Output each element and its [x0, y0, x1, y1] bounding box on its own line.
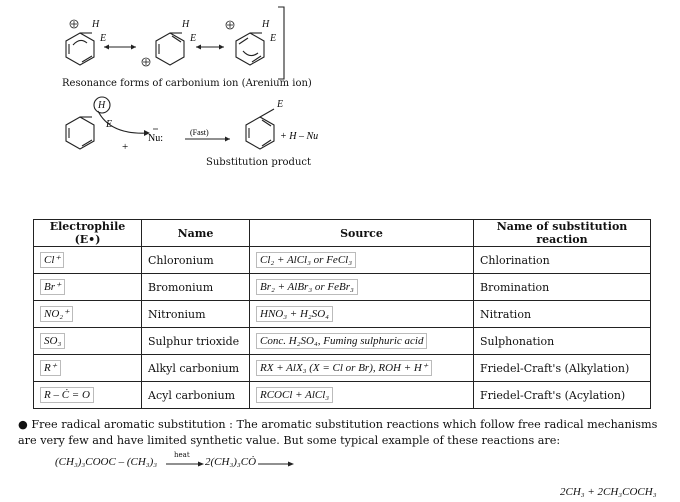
- heat-arrow: [166, 460, 206, 468]
- header-reaction: Name of substitution reaction: [474, 220, 651, 247]
- h-label-2: H: [182, 19, 190, 30]
- equation-bottom: 2CH₃ + 2CH₃COCH₃: [560, 486, 657, 498]
- e-label-5: E: [277, 99, 284, 110]
- e-label-2: E: [190, 33, 197, 44]
- equation-arrow: [258, 460, 298, 468]
- product-label: + H – Nu: [280, 131, 319, 142]
- fast-label: (Fast): [190, 128, 209, 137]
- heat-label: heat: [174, 451, 190, 459]
- reaction-cell: Nitration: [474, 301, 651, 328]
- table-row: [34, 274, 651, 301]
- resonance-structures-figure: [40, 5, 300, 85]
- header-source: Source: [250, 220, 474, 247]
- name-cell: Alkyl carbonium: [142, 355, 250, 382]
- electrophile-table: [33, 219, 651, 409]
- equation-left: (CH₃)₃COOC – (CH₃)₃: [55, 456, 158, 468]
- equation-right: 2(CH₃)₃CȮ: [205, 456, 257, 468]
- name-cell: Nitronium: [142, 301, 250, 328]
- nu-label: Nu:: [148, 133, 163, 144]
- resonance-caption: Resonance forms of carbonium ion (Arenium ion): [62, 78, 312, 89]
- table-row: [34, 247, 651, 274]
- source-cell: HNO₃ + H₂SO₄: [250, 301, 474, 328]
- table-row: [34, 328, 651, 355]
- reaction-cell: Bromination: [474, 274, 651, 301]
- e-label-3: E: [270, 33, 277, 44]
- e-label-1: E: [100, 33, 107, 44]
- electrophile-cell: Br⁺: [34, 274, 142, 301]
- source-cell: Conc. H₂SO₄, Fuming sulphuric acid: [250, 328, 474, 355]
- substitution-figure: [40, 95, 340, 165]
- source-cell: Cl₂ + AlCl₃ or FeCl₃: [250, 247, 474, 274]
- table-row: [34, 382, 651, 409]
- h-label-3: H: [262, 19, 270, 30]
- reaction-cell: Friedel-Craft's (Acylation): [474, 382, 651, 409]
- name-cell: Acyl carbonium: [142, 382, 250, 409]
- e-label-4: E: [106, 119, 113, 130]
- electrophile-cell: R⁺: [34, 355, 142, 382]
- table-row: [34, 355, 651, 382]
- name-cell: Bromonium: [142, 274, 250, 301]
- name-cell: Sulphur trioxide: [142, 328, 250, 355]
- electrophile-cell: SO₃: [34, 328, 142, 355]
- source-cell: Br₂ + AlBr₃ or FeBr₃: [250, 274, 474, 301]
- free-radical-paragraph: ● Free radical aromatic substitution : The aromatic substitution reactions which follow free radical mechanisms are very few and have limited synthetic value. But some typical example of these reactions are:: [18, 418, 658, 447]
- header-electrophile: Electrophile (E•): [34, 220, 142, 247]
- table-header-row: [34, 220, 651, 247]
- substitution-caption: Substitution product: [206, 157, 312, 168]
- source-cell: RCOCl + AlCl₃: [250, 382, 474, 409]
- electrophile-cell: R – Ċ = O: [34, 382, 142, 409]
- h-label-4: H: [98, 100, 106, 111]
- electrophile-cell: Cl⁺: [34, 247, 142, 274]
- h-label-1: H: [92, 19, 100, 30]
- table-row: [34, 301, 651, 328]
- name-cell: Chloronium: [142, 247, 250, 274]
- header-name: Name: [142, 220, 250, 247]
- reaction-cell: Chlorination: [474, 247, 651, 274]
- electrophile-cell: NO₂⁺: [34, 301, 142, 328]
- source-cell: RX + AlX₃ (X = Cl or Br), ROH + H⁺: [250, 355, 474, 382]
- reaction-cell: Sulphonation: [474, 328, 651, 355]
- plus-sign: +: [122, 141, 129, 153]
- reaction-cell: Friedel-Craft's (Alkylation): [474, 355, 651, 382]
